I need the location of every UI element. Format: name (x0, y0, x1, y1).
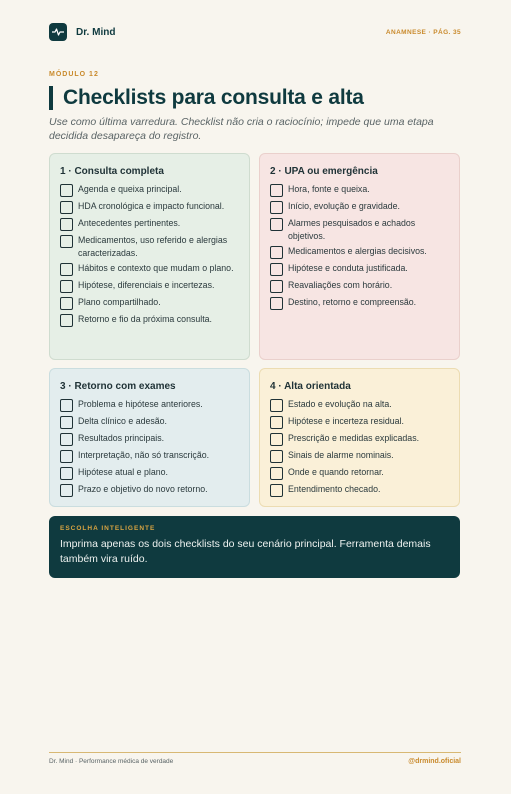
checkbox[interactable] (270, 416, 283, 429)
checkbox[interactable] (60, 297, 73, 310)
item-label: Retorno e fio da próxima consulta. (78, 314, 212, 324)
checklist-item (60, 449, 239, 463)
checklist-item (60, 200, 239, 214)
card-title: 1 · Consulta completa (60, 166, 164, 177)
item-label: Delta clínico e adesão. (78, 416, 167, 426)
checkbox[interactable] (270, 467, 283, 480)
item-label: Prescrição e medidas explicadas. (288, 433, 420, 443)
item-label: Plano compartilhado. (78, 297, 161, 307)
page-subtitle: Use como última varredura. Checklist não cria o raciocínio; impede que uma etapa decidida desapareça do registro. (49, 116, 434, 142)
callout-text: Imprima apenas os dois checklists do seu cenário principal. Ferramenta demais também vira ruído. (60, 538, 431, 565)
checkbox[interactable] (270, 450, 283, 463)
checkbox[interactable] (270, 246, 283, 259)
item-label: Hipótese e conduta justificada. (288, 263, 408, 273)
checklist-item (270, 483, 449, 497)
tip-callout (49, 516, 460, 578)
checklist (60, 398, 239, 497)
item-label: Interpretação, não só transcrição. (78, 450, 210, 460)
checklist-item (270, 245, 449, 259)
checkbox[interactable] (270, 263, 283, 276)
checkbox[interactable] (270, 399, 283, 412)
page-tag: ANAMNESE · PÁG. 35 (385, 28, 461, 36)
item-label: Hipótese e incerteza residual. (288, 416, 404, 426)
checklist-item (270, 262, 449, 276)
checkbox[interactable] (270, 201, 283, 214)
checkbox[interactable] (60, 467, 73, 480)
checklist-item (60, 415, 239, 429)
item-label: Hábitos e contexto que mudam o plano. (78, 263, 234, 273)
checklist-item (60, 466, 239, 480)
item-label: Reavaliações com horário. (288, 280, 393, 290)
item-label: Medicamentos e alergias decisivos. (288, 246, 427, 256)
checkbox[interactable] (60, 484, 73, 497)
card-title: 4 · Alta orientada (270, 381, 351, 392)
checklist-item (60, 217, 239, 231)
card-title: 3 · Retorno com exames (60, 381, 176, 392)
item-label: HDA cronológica e impacto funcional. (78, 201, 225, 211)
checkbox[interactable] (270, 218, 283, 231)
checklist-item (270, 466, 449, 480)
checkbox[interactable] (270, 433, 283, 446)
checklist-card-alta (259, 368, 460, 507)
checklist-card-retorno (49, 368, 250, 507)
checkbox[interactable] (60, 263, 73, 276)
item-label: Destino, retorno e compreensão. (288, 297, 417, 307)
checklist-item (60, 483, 239, 497)
checklist-item (60, 313, 239, 327)
checklist-item (270, 296, 449, 310)
card-title: 2 · UPA ou emergência (270, 166, 378, 177)
item-label: Início, evolução e gravidade. (288, 201, 400, 211)
checkbox[interactable] (270, 184, 283, 197)
item-label: Alarmes pesquisados e achados objetivos. (288, 218, 416, 241)
checklist-item (270, 432, 449, 446)
checklist-item (270, 217, 449, 242)
checkbox[interactable] (270, 280, 283, 293)
checklist-item (270, 200, 449, 214)
item-label: Agenda e queixa principal. (78, 184, 182, 194)
checklist (270, 398, 449, 497)
checkbox[interactable] (60, 433, 73, 446)
checklist-item (60, 279, 239, 293)
checkbox[interactable] (60, 235, 73, 248)
checkbox[interactable] (60, 416, 73, 429)
page-footer (49, 758, 461, 765)
page-header (49, 22, 461, 42)
checklist (60, 183, 239, 327)
callout-label: ESCOLHA INTELIGENTE (60, 525, 156, 532)
checklist-item (60, 183, 239, 197)
checkbox[interactable] (270, 484, 283, 497)
checkbox[interactable] (60, 184, 73, 197)
checkbox[interactable] (60, 399, 73, 412)
item-label: Onde e quando retornar. (288, 467, 384, 477)
title-accent-bar (49, 86, 53, 110)
checkbox[interactable] (60, 314, 73, 327)
checklist-item (270, 279, 449, 293)
footer-tagline: Dr. Mind · Performance médica de verdade (49, 758, 174, 765)
item-label: Prazo e objetivo do novo retorno. (78, 484, 208, 494)
checklist (270, 183, 449, 310)
item-label: Hora, fonte e queixa. (288, 184, 370, 194)
checklist-item (60, 296, 239, 310)
item-label: Medicamentos, uso referido e alergias caracterizadas. (78, 235, 228, 258)
item-label: Antecedentes pertinentes. (78, 218, 181, 228)
checkbox[interactable] (270, 297, 283, 310)
checkbox[interactable] (60, 218, 73, 231)
heartbeat-icon (49, 23, 67, 41)
footer-divider (49, 752, 461, 753)
checklist-item (270, 415, 449, 429)
checklist-item (60, 234, 239, 259)
checkbox[interactable] (60, 450, 73, 463)
checklist-card-upa (259, 153, 460, 360)
item-label: Sinais de alarme nominais. (288, 450, 394, 460)
item-label: Resultados principais. (78, 433, 165, 443)
item-label: Entendimento checado. (288, 484, 381, 494)
title-block (49, 86, 364, 110)
page-title: Checklists para consulta e alta (63, 86, 364, 109)
item-label: Problema e hipótese anteriores. (78, 399, 203, 409)
brand-name: Dr. Mind (76, 26, 116, 38)
item-label: Estado e evolução na alta. (288, 399, 392, 409)
checklist-item (60, 398, 239, 412)
checklist-item (60, 432, 239, 446)
checklist-item (270, 449, 449, 463)
checklist-item (270, 183, 449, 197)
checklist-card-consulta (49, 153, 250, 360)
footer-handle[interactable]: @drmind.oficial (408, 758, 461, 765)
checklist-item (60, 262, 239, 276)
brand (49, 23, 115, 41)
checkbox[interactable] (60, 201, 73, 214)
item-label: Hipótese atual e plano. (78, 467, 168, 477)
item-label: Hipótese, diferenciais e incertezas. (78, 280, 215, 290)
module-label: MÓDULO 12 (49, 71, 99, 78)
checklist-item (270, 398, 449, 412)
checkbox[interactable] (60, 280, 73, 293)
